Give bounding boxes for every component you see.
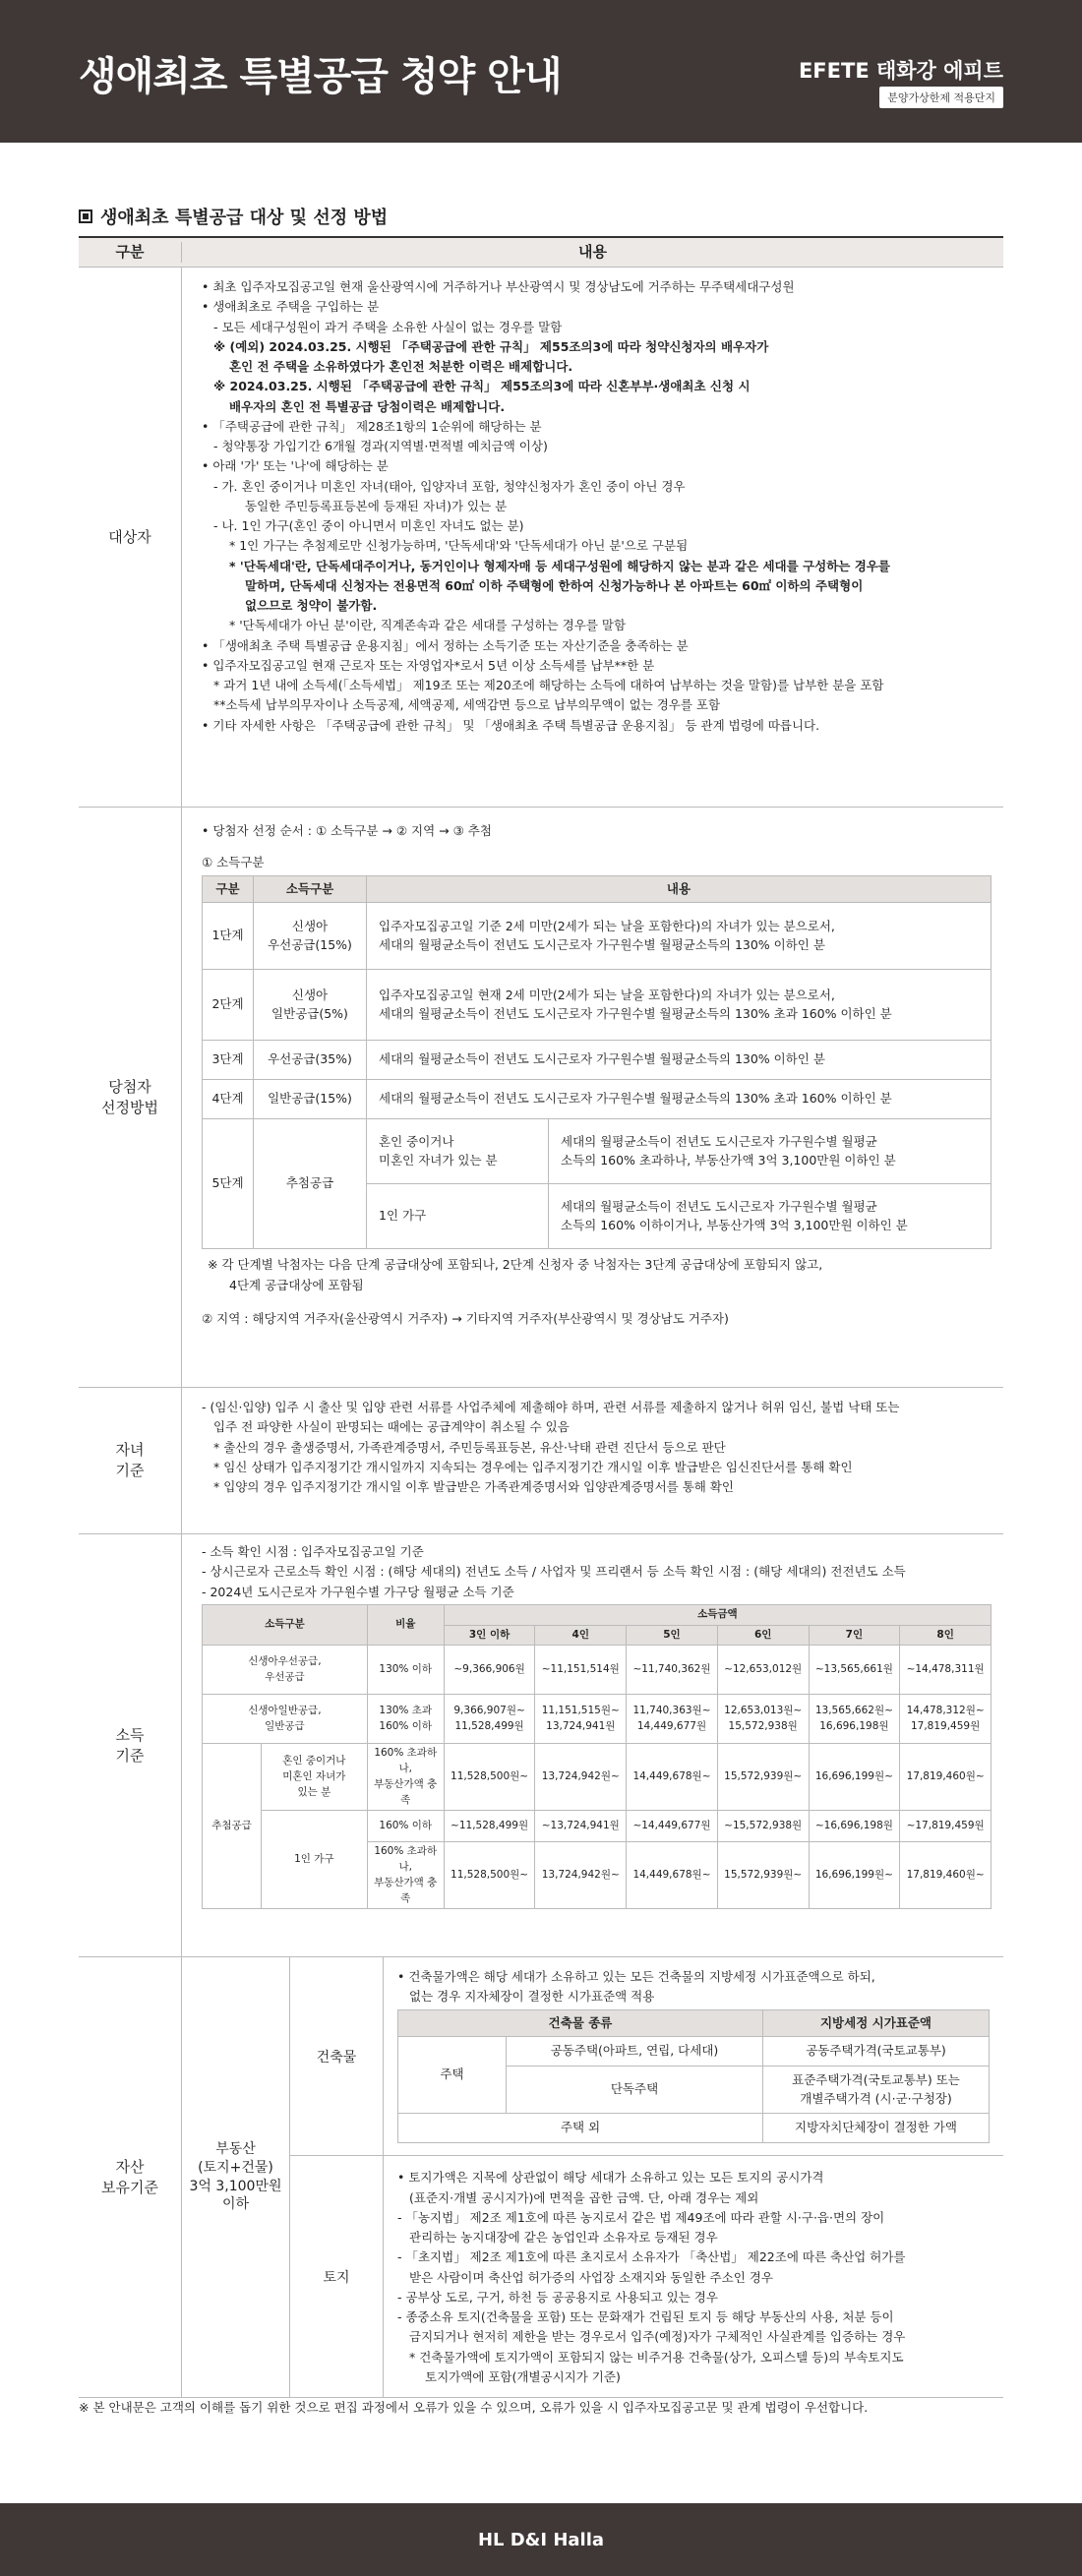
header-content: 내용 [578,243,607,262]
footnote: ※ 본 안내문은 고객의 이해를 돕기 위한 것으로 편집 과정에서 오류가 있을 수 있으며, 오류가 있을 시 입주자모집공고문 및 관계 법령이 우선합니다. [79,2400,869,2415]
income-cell: ~12,653,012원 [717,1646,809,1695]
eligible-line: * 1인 가구는 추첨제로만 신청가능하며, '단독세대'와 '단독세대가 아닌 분'으로 구분됨 [229,538,689,554]
stage5-who: 혼인 중이거나 미혼인 자녀가 있는 분 [367,1119,549,1184]
asset-label-line: 보유기준 [101,2178,158,2196]
land-line: - 「초지법」 제2조 제1호에 따른 초지로서 소유자가 「축산법」 제22조에 따른 축산업 허가를 [397,2249,906,2265]
col-header: 건축물 종류 [398,2009,763,2037]
stage5-who: 1인 가구 [367,1184,549,1249]
income-cell: ~13,565,661원 [809,1646,900,1695]
child-line: * 출산의 경우 출생증명서, 가족관계증명서, 주민등록표등본, 유산·낙태 관련 진단서 등으로 판단 [213,1439,726,1455]
income-cell: 11,528,500원~ [444,1842,535,1909]
main-table [79,236,1003,2398]
eligible-line: ※ (예외) 2024.03.25. 시행된 「주택공급에 관한 규칙」 제55조의3에 따라 청약신청자의 배우자가 [213,338,769,354]
table-row [203,875,992,903]
col-header: 내용 [367,875,992,903]
child-content [182,1388,1003,1533]
building-house: 주택 [398,2037,507,2114]
table-row [203,1119,992,1184]
asset-detail [290,1957,1003,2397]
table-header-row [79,238,1003,268]
col-header: 3인 이하 [444,1625,535,1646]
stage-type: 추첨공급 [254,1119,367,1249]
row-asset [79,1957,1003,2398]
selection-note: 4단계 공급대상에 포함됨 [229,1277,364,1292]
child-line: * 입양의 경우 입주지정기간 개시일 이후 발급받은 가족관계증명서와 입양관계증명서를 통해 확인 [213,1479,734,1494]
income-cell: ~15,572,938원 [717,1811,809,1842]
table-row [203,1080,992,1119]
stage-step: 2단계 [203,970,254,1041]
building-line: • 건축물가액은 해당 세대가 소유하고 있는 모든 건축물의 지방세정 시가표준액으로 하되, [397,1969,875,1984]
child-label-line: 기준 [115,1462,145,1479]
row-selection [79,808,1003,1388]
table-row [203,1041,992,1080]
col-header: 4인 [535,1625,627,1646]
income-cell: 17,819,460원~ [900,1744,992,1811]
stage5-text: 세대의 월평균소득이 전년도 도시근로자 가구원수별 월평균 소득의 160% 초과하나, 부동산가액 3억 3,100만원 이하인 분 [549,1119,992,1184]
building-type: 주택 외 [398,2114,763,2143]
income-line: - 2024년 도시근로자 가구원수별 가구당 월평균 소득 기준 [202,1584,514,1599]
brand-badge: 분양가상한제 적용단지 [879,87,1003,108]
eligible-line: ※ 2024.03.25. 시행된 「주택공급에 관한 규칙」 제55조의3에 따라 신혼부부·생애최초 신청 시 [213,379,751,394]
land-line: - 「농지법」 제2조 제1호에 따른 농지로서 같은 법 제49조에 따라 관할 시·구·읍·면의 장이 [397,2209,885,2225]
building-content [384,1957,1003,2155]
stage-type: 신생아 일반공급(5%) [254,970,367,1041]
eligible-line: * '단독세대'란, 단독세대주이거나, 동거인이나 형제자매 등 세대구성원에 해당하지 않는 분과 같은 세대를 구성하는 경우를 [229,558,890,573]
table-row [203,970,992,1041]
land-content [384,2156,1003,2397]
page-footer [0,2503,1082,2576]
selection-region: ② 지역 : 해당지역 거주자(울산광역시 거주자) → 기타지역 거주자(부산광역시 및 경상남도 거주자) [202,1310,729,1326]
income-cell: 9,366,907원~ 11,528,499원 [444,1695,535,1744]
child-line: 입주 전 파양한 사실이 판명되는 때에는 공급계약이 취소될 수 있음 [213,1419,570,1435]
selection-note: ※ 각 단계별 낙첨자는 다음 단계 공급대상에 포함되나, 2단계 신청자 중 낙첨자는 3단계 공급대상에 포함되지 않고, [208,1257,823,1273]
income-cell: 17,819,460원~ [900,1842,992,1909]
table-row [203,1695,992,1744]
col-header: 6인 [717,1625,809,1646]
land-line: 받은 사람이며 축산업 허가증의 사업장 소재지와 동일한 주소인 경우 [409,2269,773,2285]
land-line: * 건축물가액에 토지가액이 포함되지 않는 비주거용 건축물(상가, 오피스텔 등)의 부속토지도 [409,2349,904,2365]
stage-text: 입주자모집공고일 현재 2세 미만(2세가 되는 날을 포함한다)의 자녀가 있는 분으로서, 세대의 월평균소득이 전년도 도시근로자 가구원수별 월평균소득의 130% 초과 160% 이하인 분 [367,970,992,1041]
stage-step: 4단계 [203,1080,254,1119]
footer-logo: HL D&I Halla [477,2529,605,2550]
land-label: 토지 [290,2156,384,2397]
eligible-line: - 가. 혼인 중이거나 미혼인 자녀(태아, 입양자녀 포함, 청약신청자가 혼인 중이 아닌 경우 [213,478,686,494]
stage-text: 세대의 월평균소득이 전년도 도시근로자 가구원수별 월평균소득의 130% 이하인 분 [367,1041,992,1080]
stage5-text: 세대의 월평균소득이 전년도 도시근로자 가구원수별 월평균 소득의 160% 이하이거나, 부동산가액 3억 3,100만원 이하인 분 [549,1184,992,1249]
stage-step: 1단계 [203,903,254,970]
eligible-content [182,268,1003,807]
income-cell: ~16,696,198원 [809,1811,900,1842]
income-cell: 16,696,199원~ [809,1744,900,1811]
building-value: 지방자치단체장이 결정한 가액 [763,2114,990,2143]
section-heading [79,204,388,229]
col-header: 8인 [900,1625,992,1646]
income-table [202,1604,992,1910]
table-row [398,2114,990,2143]
income-ratio: 130% 초과 160% 이하 [367,1695,444,1744]
building-label: 건축물 [290,1957,384,2155]
land-line: (표준지·개별 공시지가)에 면적을 곱한 금액. 단, 아래 경우는 제외 [409,2189,759,2205]
header-category: 구분 [79,242,182,263]
building-type: 공동주택(아파트, 연립, 다세대) [507,2037,763,2067]
row-eligible [79,268,1003,808]
income-cell: ~11,740,362원 [627,1646,718,1695]
income-ratio: 160% 초과하나, 부동산가액 충족 [367,1842,444,1909]
eligible-line: • 「생애최초 주택 특별공급 운용지침」에서 정하는 소득기준 또는 자산기준을 충족하는 분 [202,637,689,653]
income-type: 신생아우선공급, 우선공급 [203,1646,368,1695]
income-class-table [202,875,992,1250]
stage-type: 일반공급(15%) [254,1080,367,1119]
building-type: 단독주택 [507,2067,763,2114]
eligible-line: • 「주택공급에 관한 규칙」 제28조1항의 1순위에 해당하는 분 [202,418,542,434]
income-lottery: 추첨공급 [203,1744,262,1909]
income-cell: 14,449,678원~ [627,1744,718,1811]
child-label-line: 자녀 [115,1441,145,1459]
income-cell: 16,696,199원~ [809,1842,900,1909]
income-line: - 소득 확인 시점 : 입주자모집공고일 기준 [202,1544,424,1559]
asset-land-row [290,2155,1003,2397]
eligible-line: • 생애최초로 주택을 구입하는 분 [202,299,380,315]
asset-building-row [290,1957,1003,2155]
land-line: 금지되거나 현저히 제한을 받는 경우로서 입주(예정)자가 구체적인 사실관계를 입증하는 경우 [409,2329,906,2345]
table-row [203,903,992,970]
table-row [203,1811,992,1842]
col-header: 소득금액 [444,1604,991,1625]
col-header: 소득구분 [203,1604,368,1646]
income-cell: ~17,819,459원 [900,1811,992,1842]
income-label-line: 기준 [115,1746,145,1765]
income-cell: 11,528,500원~ [444,1744,535,1811]
row-income [79,1534,1003,1957]
asset-label-line: 자산 [115,2157,145,2176]
income-cell: 13,565,662원~ 16,696,198원 [809,1695,900,1744]
col-header: 소득구분 [254,875,367,903]
stage-type: 신생아 우선공급(15%) [254,903,367,970]
income-cell: ~14,449,677원 [627,1811,718,1842]
section-title: 생애최초 특별공급 대상 및 선정 방법 [100,208,389,228]
income-cell: ~13,724,941원 [535,1811,627,1842]
income-cell: ~9,366,906원 [444,1646,535,1695]
stage-step: 5단계 [203,1119,254,1249]
square-bullet-icon [79,210,92,223]
eligible-line: • 아래 '가' 또는 '나'에 해당하는 분 [202,458,389,474]
page-header [0,0,1082,143]
income-cell: 13,724,942원~ [535,1744,627,1811]
stage-text: 세대의 월평균소득이 전년도 도시근로자 가구원수별 월평균소득의 130% 초과 160% 이하인 분 [367,1080,992,1119]
income-who: 1인 가구 [262,1811,368,1909]
building-table [397,2009,990,2144]
selection-intro: • 당첨자 선정 순서 : ① 소득구분 → ② 지역 → ③ 추첨 [202,823,492,838]
col-header: 7인 [809,1625,900,1646]
table-row [398,2037,990,2067]
eligible-line: * 과거 1년 내에 소득세(「소득세법」 제19조 또는 제20조에 해당하는 소득에 대하여 납부하는 것을 말함)를 납부한 분을 포함 [213,678,884,692]
building-value: 표준주택가격(국토교통부) 또는 개별주택가격 (시·군·구청장) [763,2067,990,2114]
income-cell: ~11,151,514원 [535,1646,627,1695]
income-cell: 13,724,942원~ [535,1842,627,1909]
income-ratio: 160% 초과하나, 부동산가액 충족 [367,1744,444,1811]
land-line: 토지가액에 포함(개별공시지가 기준) [425,2368,621,2384]
eligible-line: - 나. 1인 가구(혼인 중이 아니면서 미혼인 자녀도 없는 분) [213,518,524,533]
income-label-line: 소득 [115,1725,145,1744]
table-row [203,1604,992,1625]
asset-label [79,1957,182,2397]
selection-sub1: ① 소득구분 [202,855,265,870]
income-cell: 12,653,013원~ 15,572,938원 [717,1695,809,1744]
eligible-label: 대상자 [79,268,182,807]
income-line: - 상시근로자 근로소득 확인 시점 : (해당 세대의) 전년도 소득 / 사업자 및 프리랜서 등 소득 확인 시점 : (해당 세대의) 전전년도 소득 [202,1564,906,1580]
eligible-line: - 모든 세대구성원이 과거 주택을 소유한 사실이 없는 경우를 말함 [213,319,563,334]
income-cell: 15,572,939원~ [717,1744,809,1811]
eligible-line: • 입주자모집공고일 현재 근로자 또는 자영업자*로서 5년 이상 소득세를 납부**한 분 [202,657,655,673]
income-who: 혼인 중이거나 미혼인 자녀가 있는 분 [262,1744,368,1811]
col-header: 비율 [367,1604,444,1646]
building-line: 없는 경우 지자체장이 결정한 시가표준액 적용 [409,1989,655,2005]
income-cell: 15,572,939원~ [717,1842,809,1909]
page-title: 생애최초 특별공급 청약 안내 [79,54,562,99]
income-ratio: 130% 이하 [367,1646,444,1695]
income-ratio: 160% 이하 [367,1811,444,1842]
income-cell: 14,449,678원~ [627,1842,718,1909]
eligible-line: **소득세 납부의무자이나 소득공제, 세액공제, 세액감면 등으로 납부의무액이 없는 경우를 포함 [213,697,721,713]
land-line: • 토지가액은 지목에 상관없이 해당 세대가 소유하고 있는 모든 토지의 공시가격 [397,2170,824,2186]
stage-text: 입주자모집공고일 기준 2세 미만(2세가 되는 날을 포함한다)의 자녀가 있는 분으로서, 세대의 월평균소득이 전년도 도시근로자 가구원수별 월평균소득의 130% 이하인 분 [367,903,992,970]
col-header: 5인 [627,1625,718,1646]
eligible-line: 말하며, 단독세대 신청자는 전용면적 60㎡ 이하 주택형에 한하여 신청가능하나 본 아파트는 60㎡ 이하의 주택형이 [245,577,864,593]
row-child [79,1388,1003,1534]
eligible-line: 혼인 전 주택을 소유하였다가 혼인전 처분한 이력은 배제합니다. [229,359,573,374]
child-line: * 임신 상태가 입주지정기간 개시일까지 지속되는 경우에는 입주지정기간 개시일 이후 발급받은 임신진단서를 통해 확인 [213,1459,853,1474]
col-header: 구분 [203,875,254,903]
income-cell: 11,740,363원~ 14,449,677원 [627,1695,718,1744]
eligible-line: 배우자의 혼인 전 특별공급 당첨이력은 배제합니다. [229,398,506,414]
table-row [398,2009,990,2037]
eligible-line: * '단독세대가 아닌 분'이란, 직계존속과 같은 세대를 구성하는 경우를 말함 [229,618,627,633]
selection-content [182,808,1003,1387]
asset-limit: 부동산 (토지+건물) 3억 3,100만원 이하 [182,1957,290,2397]
col-header: 지방세정 시가표준액 [763,2009,990,2037]
land-line: 관리하는 농지대장에 같은 농업인과 소유자로 등재된 경우 [409,2230,718,2245]
child-label [79,1388,182,1533]
table-row [203,1744,992,1811]
building-value: 공동주택가격(국토교통부) [763,2037,990,2067]
stage-type: 우선공급(35%) [254,1041,367,1080]
land-line: - 공부상 도로, 구거, 하천 등 공공용지로 사용되고 있는 경우 [397,2289,718,2305]
brand-name: EFETE 태화강 에피트 [798,59,1003,83]
income-cell: ~14,478,311원 [900,1646,992,1695]
eligible-line: • 기타 자세한 사항은 「주택공급에 관한 규칙」 및 「생애최초 주택 특별공급 운용지침」 등 관계 법령에 따릅니다. [202,717,820,733]
income-cell: 11,151,515원~ 13,724,941원 [535,1695,627,1744]
selection-label [79,808,182,1387]
stage-step: 3단계 [203,1041,254,1080]
eligible-line: - 청약통장 가입기간 6개월 경과(지역별·면적별 예치금액 이상) [213,439,548,453]
eligible-line: 동일한 주민등록표등본에 등재된 자녀)가 있는 분 [245,498,508,513]
table-row [203,1646,992,1695]
income-cell: ~11,528,499원 [444,1811,535,1842]
eligible-line: • 최초 입주자모집공고일 현재 울산광역시에 거주하거나 부산광역시 및 경상남도에 거주하는 무주택세대구성원 [202,279,795,294]
income-type: 신생아일반공급, 일반공급 [203,1695,368,1744]
income-cell: 14,478,312원~ 17,819,459원 [900,1695,992,1744]
income-content [182,1534,1003,1956]
selection-label-line: 선정방법 [101,1098,158,1116]
land-line: - 종중소유 토지(건축물을 포함) 또는 문화재가 건립된 토지 등 해당 부동산의 사용, 처분 등이 [397,2309,894,2324]
income-label [79,1534,182,1956]
selection-label-line: 당첨자 [108,1077,151,1096]
eligible-line: 없으므로 청약이 불가함. [245,598,378,613]
child-line: - (임신·입양) 입주 시 출산 및 입양 관련 서류를 사업주체에 제출해야 하며, 관련 서류를 제출하지 않거나 허위 임신, 불법 낙태 또는 [202,1400,900,1414]
